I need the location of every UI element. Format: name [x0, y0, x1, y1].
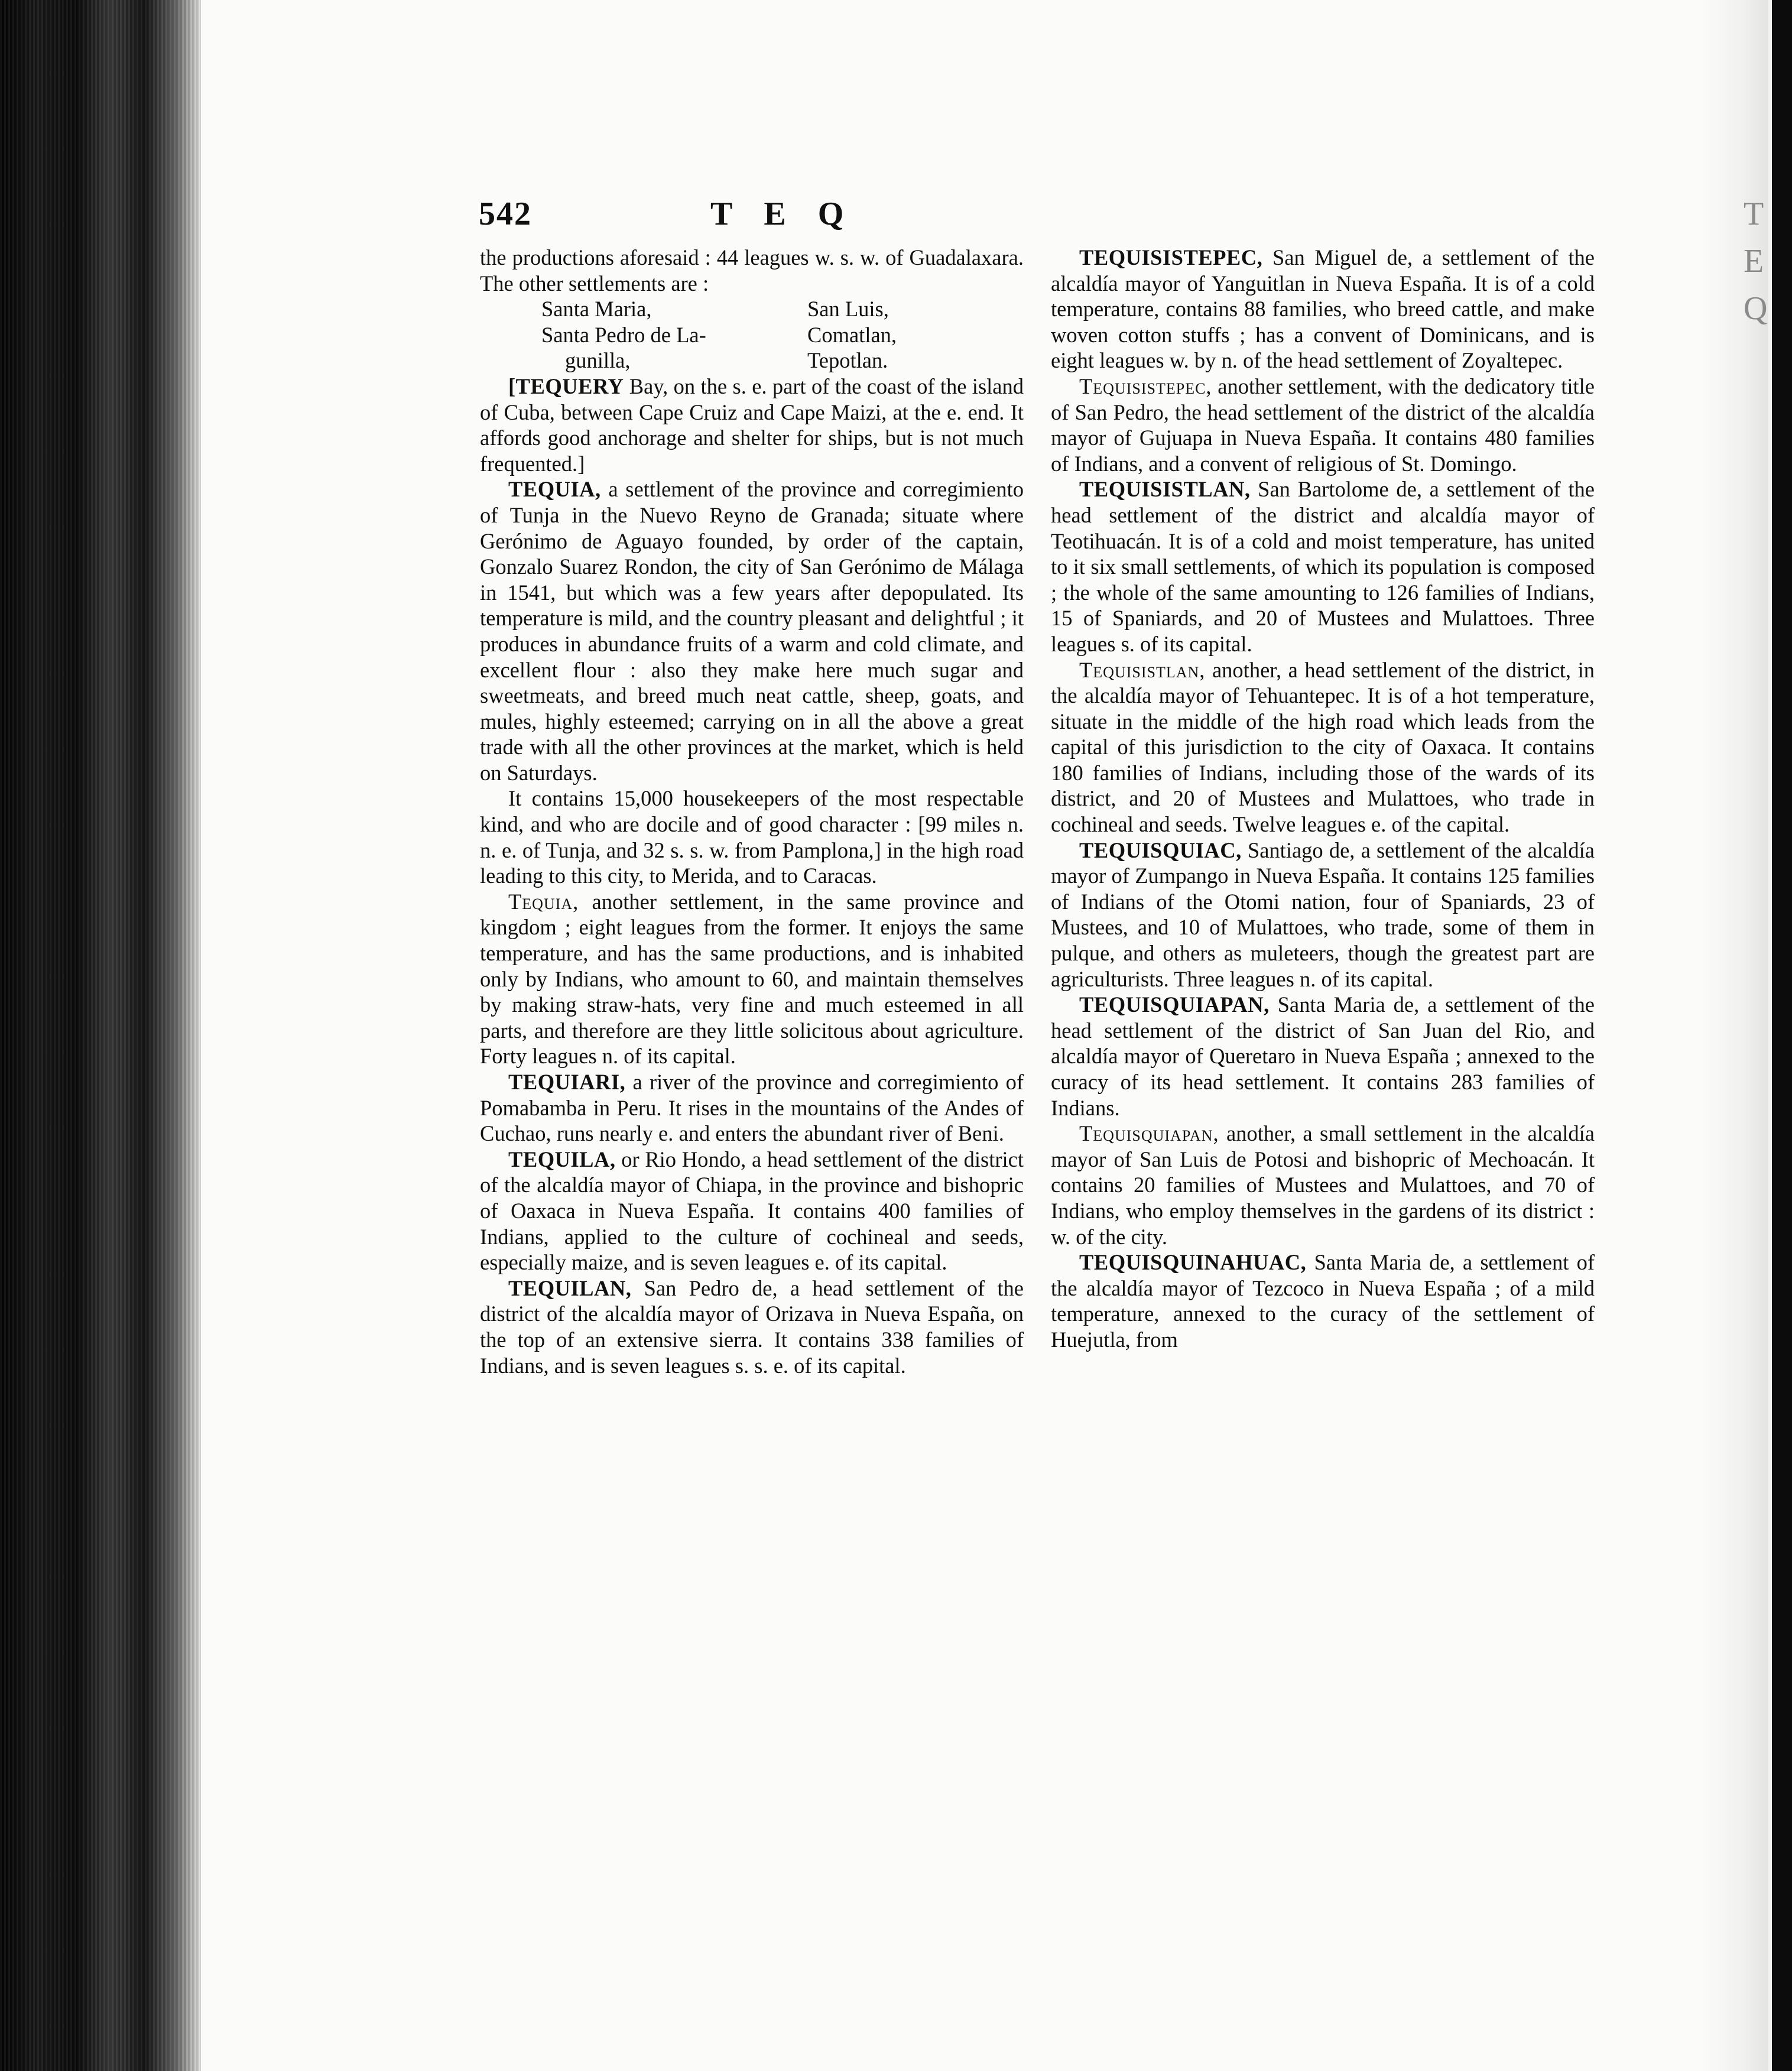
running-head-right: T E Q: [1744, 196, 1780, 327]
book-page-edge: [0, 0, 201, 2071]
entry-headword: TEQUILA,: [508, 1147, 616, 1171]
entry-text: Santa Maria de, a settlement of the alcaldía mayor of Tezcoco in Nueva España ; of a mild temperature, annexed to the curacy of the settlement of Huejutla, from: [1051, 1250, 1595, 1352]
left-entries: [480, 374, 1024, 1378]
settlement-list: [541, 296, 1024, 374]
dictionary-entry: [1051, 245, 1595, 374]
entry-text: a settlement of the province and corregimiento of Tunja in the Nuevo Reyno de Granada; situate where Gerónimo de Aguayo founded, by order of the captain, Gonzalo Suarez Rondon, the city of San Gerónimo de Málaga in 1541, but which was a few years after depopulated. Its temperature is mild, and the country pleasant and delightful ; it produces in abundance fruits of a warm and cold climate, and excellent flour : also they make here much sugar and sweetmeats, and breed much neat cattle, sheep, goats, and mules, highly esteemed; carrying on in all the above a great trade with all the other provinces at the market, which is held on Saturdays.: [480, 477, 1024, 785]
entry-text: San Miguel de, a settlement of the alcaldía mayor of Yanguitlan in Nueva España. It is of a cold temperature, contains 88 families, who breed cattle, and make woven cotton stuffs ; has a convent of Dominicans, and is eight leagues w. by n. of the head settlement of Zoyaltepec.: [1051, 245, 1595, 373]
dictionary-entry: [1051, 1121, 1595, 1249]
dictionary-entry: [1051, 1249, 1595, 1352]
entry-text: It contains 15,000 housekeepers of the most respectable kind, and who are docile and of good character : [99 miles n. n. e. of Tunja, and 32 s. s. w. from Pamplona,] in the high road leading to this city, to Merida, and to Caracas.: [480, 786, 1024, 888]
entry-text: another, a head settlement of the district, in the alcaldía mayor of Tehuantepec. It is of a hot temperature, situate in the middle of the high road which leads from the capital of this jurisdiction to the city of Oaxaca. It contains 180 families of Indians, including those of the wards of its district, and 20 of Mustees and Mulattoes, who trade in cochineal and seeds. Twelve leagues e. of the capital.: [1051, 657, 1595, 837]
entry-headword: Tequisistepec,: [1079, 374, 1212, 398]
entry-text: a river of the province and corregimiento of Pomabamba in Peru. It rises in the mountains of the Andes of Cuchao, runs nearly e. and enters the abundant river of Beni.: [480, 1070, 1024, 1146]
entry-text: San Pedro de, a head settlement of the district of the alcaldía mayor of Orizava in Nueva España, on the top of an extensive sierra. It contains 338 families of Indians, and is seven leagues s. s. e. of its capital.: [480, 1275, 1024, 1378]
entry-headword: TEQUISQUIAPAN,: [1079, 992, 1270, 1017]
column-intro: the productions aforesaid : 44 leagues w. s. w. of Guadalaxara. The other settlements are :: [480, 245, 1024, 296]
left-column: [480, 245, 1024, 1378]
entry-text: another settlement, with the dedicatory title of San Pedro, the head settlement of the district of the alcaldía mayor of Gujuapa in Nueva España. It contains 480 families of Indians, and a convent of religious of St. Domingo.: [1051, 374, 1595, 476]
entry-headword: TEQUILAN,: [508, 1275, 632, 1300]
right-column: [1051, 245, 1595, 1353]
settlement-item: Tepotlan.: [807, 348, 888, 373]
dictionary-entry: [1051, 992, 1595, 1121]
dictionary-entry: [480, 1069, 1024, 1147]
settlement-item: Santa Maria,: [541, 297, 652, 322]
entry-headword: TEQUISISTLAN,: [1079, 477, 1251, 502]
entry-text: another, a small settlement in the alcaldía mayor of San Luis de Potosi and bishopric of Mechoacán. It contains 20 families of Mustees and Mulattoes, and 70 of Indians, who employ themselves in the gardens of its district : w. of the city.: [1051, 1121, 1595, 1249]
entry-headword: TEQUISQUIAC,: [1079, 838, 1242, 862]
entry-text: or Rio Hondo, a head settlement of the district of the alcaldía mayor of Chiapa, in the province and bishopric of Oaxaca in Nueva España. It contains 400 families of Indians, applied to the culture of cochineal and seeds, especially maize, and is seven leagues e. of its capital.: [480, 1147, 1024, 1275]
dictionary-entry: [480, 374, 1024, 476]
entry-headword: Tequia,: [508, 889, 579, 914]
dictionary-entry: [480, 785, 1024, 888]
entry-headword: TEQUISQUINAHUAC,: [1079, 1250, 1307, 1275]
page-number: 542: [479, 196, 532, 232]
dictionary-entry: [480, 1275, 1024, 1378]
entry-headword: [TEQUERY: [508, 374, 624, 398]
dictionary-entry: [480, 1147, 1024, 1275]
dictionary-entry: [480, 476, 1024, 785]
entry-text: another settlement, in the same province and kingdom ; eight leagues from the former. It enjoys the same temperature, and has the same productions, and is inhabited only by Indians, who amount to 60, and maintain themselves by making straw-hats, very fine and much esteemed in all parts, and therefore are they little solicitous about agriculture. Forty leagues n. of its capital.: [480, 889, 1024, 1069]
dictionary-entry: [1051, 374, 1595, 476]
settlement-item: Comatlan,: [807, 322, 897, 347]
entry-text: Santa Maria de, a settlement of the head settlement of the district of San Juan del Rio, and alcaldía mayor of Queretaro in Nueva España ; annexed to the curacy of its head settlement. It contains 283 families of Indians.: [1051, 992, 1595, 1120]
settlement-item: Santa Pedro de La-: [541, 322, 706, 347]
settlement-item: gunilla,: [565, 348, 631, 373]
dictionary-entry: [480, 889, 1024, 1069]
entry-headword: Tequisistlan,: [1079, 657, 1206, 682]
entry-headword: TEQUIARI,: [508, 1070, 626, 1094]
entry-text: San Bartolome de, a settlement of the head settlement of the district and alcaldía mayor of Teotihuacán. It is of a cold and moist temperature, has united to it six small settlements, of which its population is composed ; the whole of the same amounting to 126 families of Indians, 15 of Spaniards, and 20 of Mustees and Mulattoes. Three leagues s. of its capital.: [1051, 477, 1595, 656]
running-head-left: T E Q: [710, 196, 856, 232]
dictionary-entry: [1051, 838, 1595, 992]
settlement-item: San Luis,: [807, 297, 889, 322]
dictionary-entry: [1051, 476, 1595, 657]
dictionary-entry: [1051, 657, 1595, 838]
entry-text: Santiago de, a settlement of the alcaldía mayor of Zumpango in Nueva España. It contains 125 families of Indians of the Otomi nation, four of Spaniards, 23 of Mustees, and 10 of Mulattoes, who trade, some of them in pulque, and others as muleteers, though the greatest part are agriculturists. Three leagues n. of its capital.: [1051, 838, 1595, 991]
entry-headword: TEQUIA,: [508, 477, 601, 502]
entry-headword: TEQUISISTEPEC,: [1079, 245, 1263, 270]
entry-text: Bay, on the s. e. part of the coast of the island of Cuba, between Cape Cruiz and Cape Maizi, at the e. end. It affords good anchorage and shelter for ships, but is not much frequented.]: [480, 374, 1024, 476]
right-entries: [1051, 245, 1595, 1353]
entry-headword: Tequisquiapan,: [1079, 1121, 1219, 1146]
